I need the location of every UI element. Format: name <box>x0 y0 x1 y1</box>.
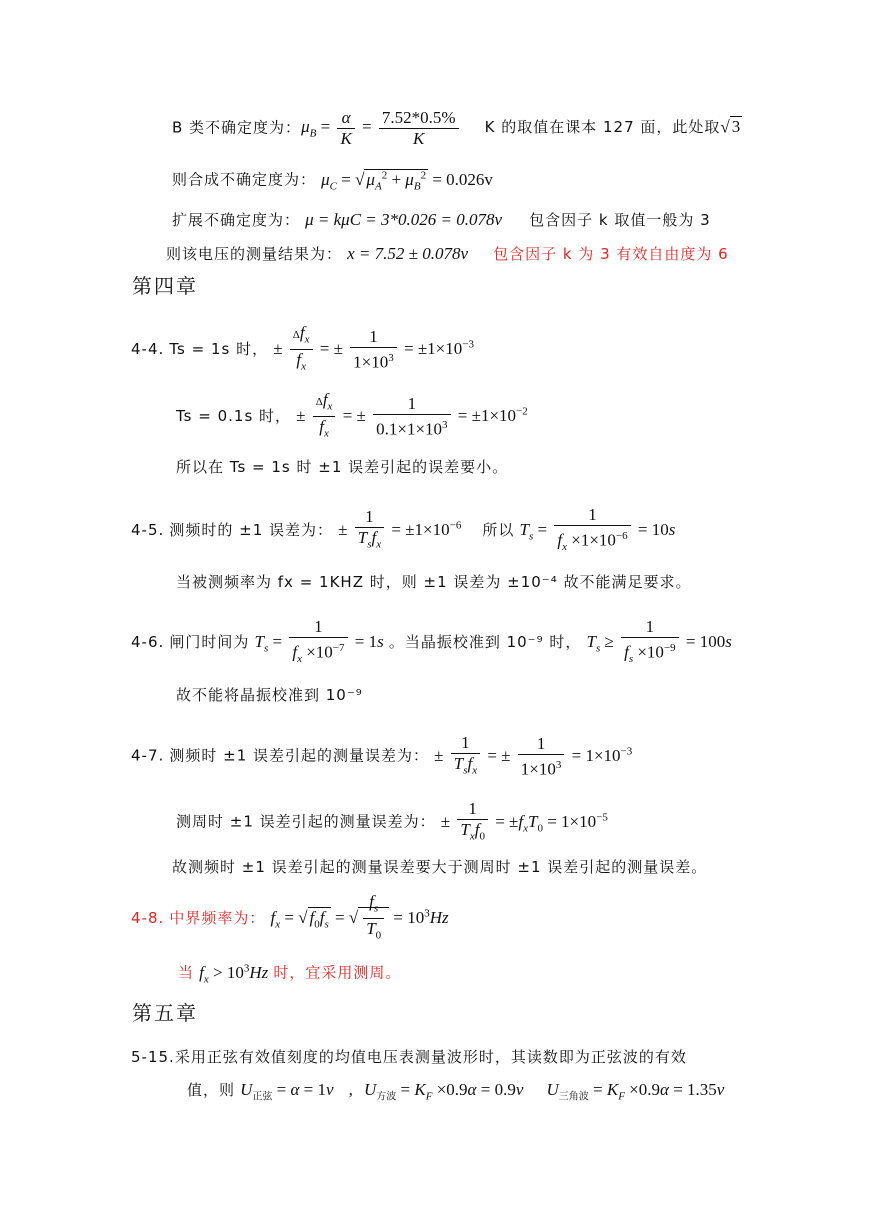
result-label: 则该电压的测量结果为： <box>166 245 343 263</box>
formula-4-7a: ± $\frac{1}{T_sf_x}$ = ± $\frac{1}{1\times 10^3}$ = $1\times 10^{-3}$ <box>434 733 633 779</box>
therefore-text: 所以 <box>482 520 515 539</box>
result-line <box>166 244 729 264</box>
problem-number: 4-4. <box>131 339 165 358</box>
problem-4-7-line1 <box>131 733 632 777</box>
problem-4-4-line2 <box>176 390 528 440</box>
problem-5-15-line2 <box>187 1080 724 1107</box>
problem-number: 4-6. <box>131 632 165 651</box>
expanded-uncertainty-line <box>172 210 711 230</box>
problem-4-8-when: 当 <box>178 963 195 982</box>
sub-triangle: 三角波 <box>558 1091 589 1103</box>
sub-square: 方波 <box>376 1091 397 1103</box>
chapter5-heading: 第五章 <box>132 1001 198 1025</box>
problem-4-5-text: 测频时的 ±1 误差为： <box>169 520 334 539</box>
result-note: 包含因子 k 为 3 有效自由度为 6 <box>493 245 729 263</box>
formula-4-5a: ± $\frac{1}{T_sf_x}$ = $\pm 1\times 10^{-6}$ <box>338 507 462 551</box>
b-uncertainty-formula: $\mu_B$ = $\frac{\alpha}{K}$ = $\frac{7.52*0.5\%}{K}$ <box>301 117 461 136</box>
problem-number: 4-8. <box>131 908 165 927</box>
formula-sine: $U_{正弦} = \alpha = 1v$ <box>240 1080 334 1103</box>
problem-4-5-line2: 当被测频率为 fx = 1KHZ 时，则 ±1 误差为 ±10⁻⁴ 故不能满足要求。 <box>176 573 692 591</box>
b-uncertainty-line <box>172 108 742 148</box>
problem-4-8-conclusion: 时，宜采用测周。 <box>273 963 402 982</box>
chapter4-heading: 第四章 <box>132 274 198 298</box>
problem-4-5-line1 <box>131 505 676 554</box>
problem-4-4-conclusion: 所以在 Ts = 1s 时 ±1 误差引起的误差要小。 <box>176 458 509 476</box>
formula-4-4b: ± $\frac{\Delta f_x}{f_x}$ = ± $\frac{1}{0.1\times 1\times 10^3}$ = $\pm 1\times 10^{-2}$ <box>296 390 528 440</box>
formula-4-4a: ± $\frac{\Delta f_x}{f_x}$ = ± $\frac{1}{1\times 10^3}$ = $\pm 1\times 10^{-3}$ <box>273 323 474 373</box>
expanded-uncertainty-formula: μ = kμC = 3*0.026 = 0.078v <box>305 210 503 229</box>
problem-5-15-text2: 值，则 <box>187 1081 236 1099</box>
expanded-uncertainty-label: 扩展不确定度为： <box>172 211 301 229</box>
problem-number: 5-15. <box>131 1048 175 1066</box>
problem-4-8-text: 中界频率为： <box>169 908 266 927</box>
formula-4-6a: $T_s$ = $\frac{1}{f_x \times 10^{-7}}$ = 1s <box>254 617 384 666</box>
formula-4-5b: $T_s$ = $\frac{1}{f_x \times 1\times 10^{-6}}$ = 10s <box>519 505 676 554</box>
sqrt3: √ 3 <box>720 117 741 137</box>
case-ts-01s: Ts = 0.1s 时， <box>176 406 292 425</box>
problem-4-4-line1 <box>131 323 474 373</box>
problem-4-8-line1 <box>131 892 449 942</box>
combined-uncertainty-label: 则合成不确定度为： <box>172 170 317 189</box>
problem-4-6-text2: 。当晶振校准到 10⁻⁹ 时， <box>388 632 582 651</box>
formula-4-6b: $T_s$ ≥ $\frac{1}{f_s \times 10^{-9}}$ = 100s <box>586 617 732 666</box>
combined-uncertainty-formula: $\mu_C$ = √ $\mu_A^2 + \mu_B^2 = 0.026v$ <box>321 169 493 193</box>
problem-4-6-text: 闸门时间为 <box>169 632 250 651</box>
combined-value: 0.026v <box>446 169 493 189</box>
problem-5-15-text: 采用正弦有效值刻度的均值电压表测量波形时，其读数即为正弦波的有效 <box>174 1048 687 1066</box>
problem-number: 4-7. <box>131 746 165 765</box>
problem-4-6-line1 <box>131 617 732 666</box>
formula-square: $U_{方波} = K_F \times 0.9\alpha = 0.9v$ <box>364 1080 524 1103</box>
formula-4-8b: $f_x > 10^3Hz$ <box>199 962 269 986</box>
formula-triangle: $U_{三角波} = K_F \times 0.9\alpha = 1.35v$ <box>546 1080 725 1103</box>
problem-4-7-text: 测频时 ±1 误差引起的测量误差为： <box>169 746 430 765</box>
problem-4-7-conclusion: 故测频时 ±1 误差引起的测量误差要大于测周时 ±1 误差引起的测量误差。 <box>172 858 708 876</box>
k-note: K 的取值在课本 127 面，此处取 <box>484 118 721 137</box>
case-ts-1s: Ts = 1s 时， <box>169 339 269 358</box>
problem-4-7-line2 <box>176 799 608 843</box>
problem-5-15-line1 <box>131 1047 687 1067</box>
result-formula: x = 7.52 ± 0.078v <box>347 244 469 263</box>
problem-4-6-line2: 故不能将晶振校准到 10⁻⁹ <box>176 686 363 704</box>
coverage-factor-note: 包含因子 k 取值一般为 3 <box>529 211 711 229</box>
b-uncertainty-label: B 类不确定度为： <box>172 118 302 137</box>
problem-4-8-line2 <box>178 958 401 989</box>
combined-uncertainty-line <box>172 165 493 196</box>
formula-4-7b: ± $\frac{1}{T_xf_0}$ = $\pm f_xT_0 = 1\times 10^{-5}$ <box>440 799 608 843</box>
sub-sine: 正弦 <box>252 1091 273 1103</box>
problem-number: 4-5. <box>131 520 165 539</box>
formula-4-8: $f_x$ = √ $f_0f_s$ = √ $\frac{f_s}{T_0}$ = $10^3Hz$ <box>270 892 449 942</box>
problem-4-7-text2: 测周时 ±1 误差引起的测量误差为： <box>176 812 436 831</box>
comma: , <box>348 1080 353 1099</box>
